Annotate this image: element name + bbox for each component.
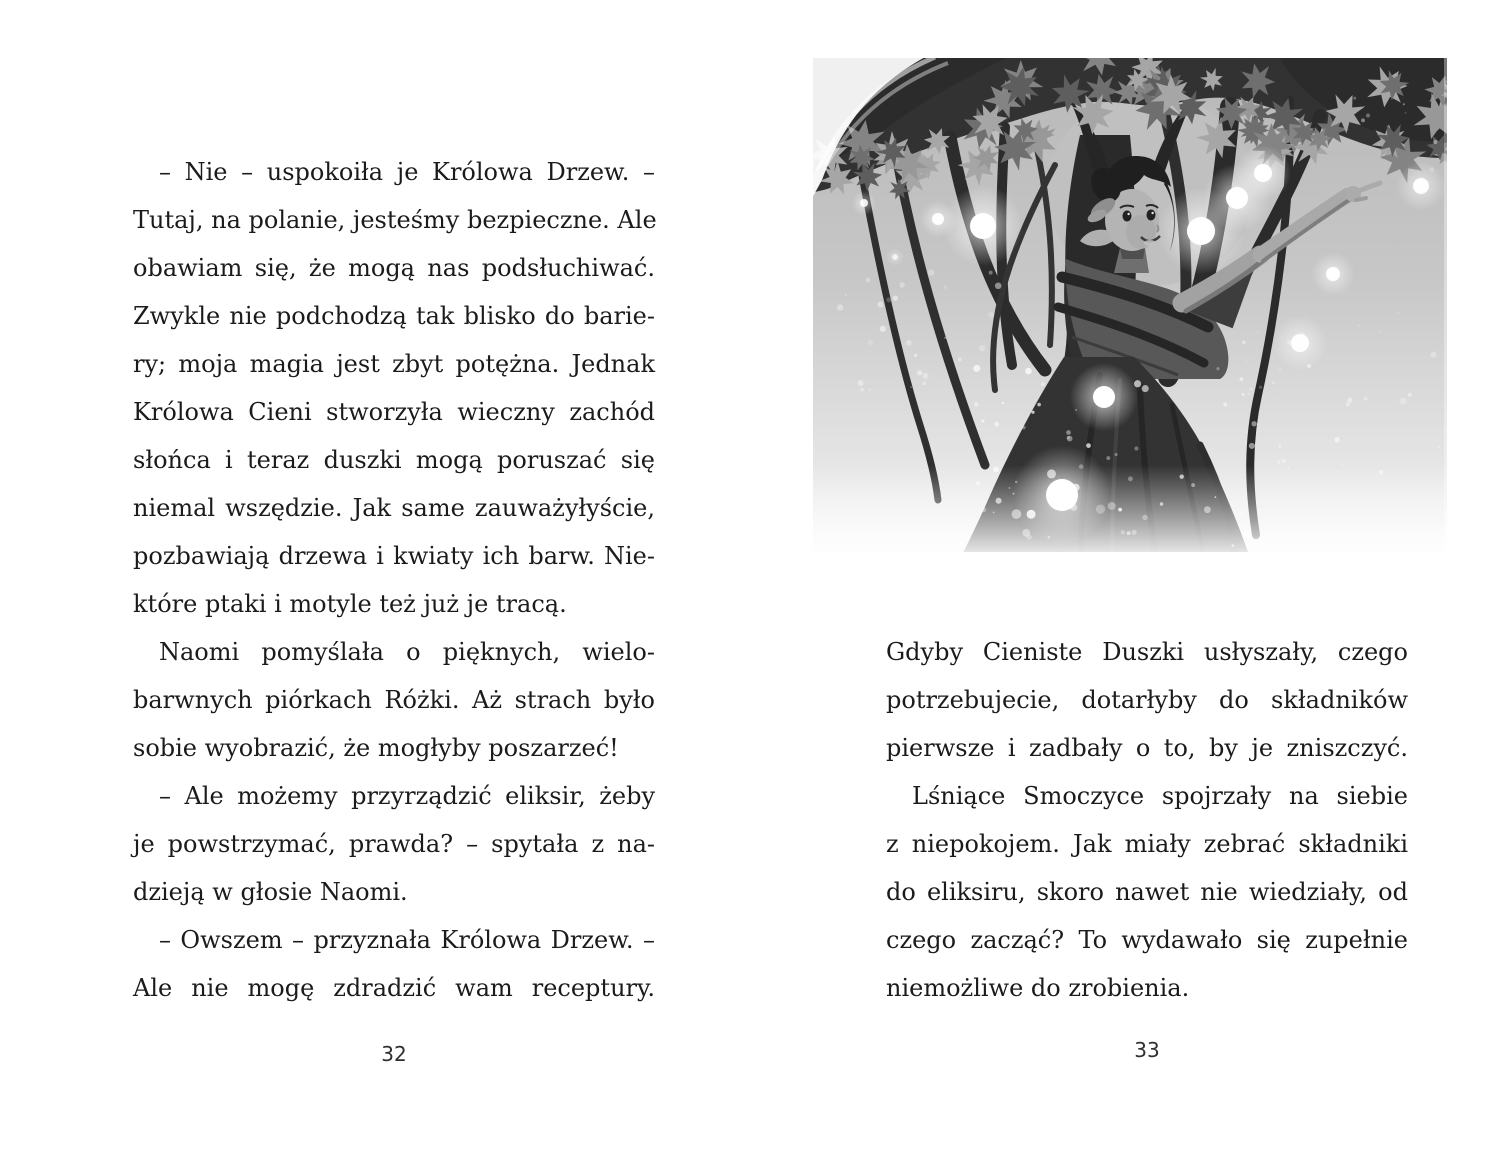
text-line: – Owszem – przyznała Królowa Drzew. – (159, 926, 655, 954)
text-line: Gdyby Cieniste Duszki usłyszały, czego (886, 638, 1408, 666)
story-illustration (800, 45, 1460, 565)
text-line: Zwykle nie podchodzą tak blisko do barie- (133, 302, 655, 330)
left-page-number: 32 (381, 1042, 407, 1066)
text-line: Tutaj, na polanie, jesteśmy bezpieczne. Ale (133, 206, 657, 234)
text-line: czego zacząć? To wydawało się zupełnie (886, 926, 1408, 954)
text-line: do eliksiru, skoro nawet nie wiedziały, od (886, 878, 1408, 906)
text-line: które ptaki i motyle też już je tracą. (133, 590, 567, 618)
lip (1144, 240, 1156, 246)
right-page-text-column (886, 628, 1408, 1012)
text-line: barwnych piórkach Różki. Aż strach było (133, 686, 655, 714)
text-line: Lśniące Smoczyce spojrzały na siebie (912, 782, 1408, 810)
text-line: je powstrzymać, prawda? – spytała z na- (133, 830, 655, 858)
text-line: dzieją w głosie Naomi. (133, 878, 408, 906)
fairy-tree-illustration-svg (800, 45, 1460, 565)
text-line: niemal wszędzie. Jak same zauważyłyście, (133, 494, 655, 522)
text-line: – Nie – uspokoiła je Królowa Drzew. – (159, 158, 655, 186)
text-line: potrzebujecie, dotarłyby do składników (886, 686, 1408, 714)
text-line: pierwsze i zadbały o to, by je zniszczyć. (886, 734, 1408, 762)
text-line: – Ale możemy przyrządzić eliksir, żeby (159, 782, 655, 810)
left-page-text-column (133, 148, 655, 1012)
text-line: z niepokojem. Jak miały zebrać składniki (886, 830, 1408, 858)
text-line: Królowa Cieni stworzyła wieczny zachód (133, 398, 655, 426)
text-line: ry; moja magia jest zbyt potężna. Jednak (133, 350, 655, 378)
right-page-number: 33 (1134, 1038, 1160, 1062)
text-line: pozbawiają drzewa i kwiaty ich barw. Nie- (133, 542, 655, 570)
text-line: Ale nie mogę zdradzić wam receptury. (133, 974, 655, 1002)
text-line: obawiam się, że mogą nas podsłuchiwać. (133, 254, 655, 282)
text-line: Naomi pomyślała o pięknych, wielo- (159, 638, 655, 666)
text-line: słońca i teraz duszki mogą poruszać się (133, 446, 655, 474)
text-line: sobie wyobrazić, że mogłyby poszarzeć! (133, 734, 619, 762)
text-line: niemożliwe do zrobienia. (886, 974, 1190, 1002)
